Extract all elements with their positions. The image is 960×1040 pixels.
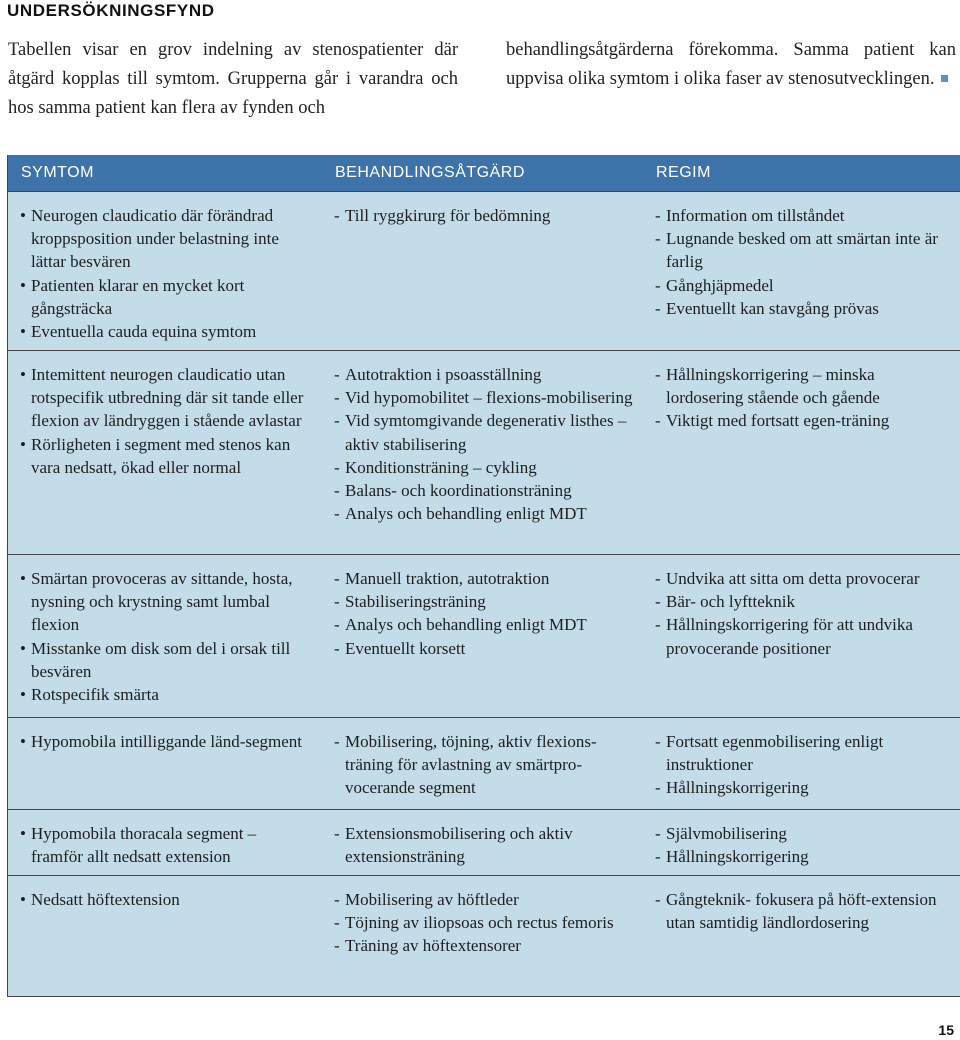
atgard-list [334, 822, 633, 868]
atgard-item: - Träning av höftextensorer [334, 934, 633, 957]
regim-item: - Hållningskorrigering [655, 845, 950, 868]
regim-list [655, 204, 950, 320]
atgard-item: - Eventuellt korsett [334, 637, 633, 660]
atgard-item: - Balans- och koordinationsträning [334, 479, 633, 502]
cell-regim [643, 555, 960, 717]
atgard-item: - Vid hypomobilitet – flexions-mobilisering [334, 386, 633, 409]
cell-atgard [322, 351, 643, 554]
atgard-list [334, 567, 633, 660]
cell-regim [643, 876, 960, 996]
atgard-item: - Mobilisering, töjning, aktiv flexions-träning för avlastning av smärtpro-vocerande segment [334, 730, 633, 800]
symtom-list [20, 730, 312, 753]
cell-atgard [322, 555, 643, 717]
cell-symtom [8, 876, 322, 996]
table-row [8, 350, 960, 554]
regim-item: - Hållningskorrigering för att undvika provocerande positioner [655, 613, 950, 659]
header-behandlingsatgard: BEHANDLINGSÅTGÄRD [335, 164, 525, 181]
symtom-item: • Eventuella cauda equina symtom [20, 320, 312, 343]
findings-table [7, 155, 960, 997]
cell-regim [643, 192, 960, 350]
atgard-item: - Vid symtomgivande degenerativ listhes – aktiv stabilisering [334, 409, 633, 455]
symtom-item: • Misstanke om disk som del i orsak till besvären [20, 637, 312, 683]
atgard-item: - Analys och behandling enligt MDT [334, 502, 633, 525]
regim-item: - Eventuellt kan stavgång prövas [655, 297, 950, 320]
symtom-list [20, 204, 312, 343]
atgard-item: - Mobilisering av höftleder [334, 888, 633, 911]
intro-text-right [506, 36, 956, 94]
cell-symtom [8, 192, 322, 350]
intro-paragraph-left: Tabellen visar en grov indelning av stenospatienter där åtgärd kopplas till symtom. Grupperna går i varandra och hos samma patient kan flera av fynden och [8, 40, 458, 118]
cell-atgard [322, 876, 643, 996]
regim-list [655, 730, 950, 800]
symtom-item: • Rotspecifik smärta [20, 683, 312, 706]
symtom-item: • Smärtan provoceras av sittande, hosta, nysning och krystning samt lumbal flexion [20, 567, 312, 637]
atgard-item: - Konditionsträning – cykling [334, 456, 633, 479]
table-body [8, 191, 960, 996]
cell-atgard [322, 718, 643, 809]
end-mark-icon [941, 75, 948, 82]
atgard-list [334, 888, 633, 958]
symtom-list [20, 363, 312, 479]
atgard-item: - Extensionsmobilisering och aktiv extensionsträning [334, 822, 633, 868]
atgard-list [334, 363, 633, 525]
regim-item: - Hållningskorrigering – minska lordosering stående och gående [655, 363, 950, 409]
atgard-item: - Analys och behandling enligt MDT [334, 613, 633, 636]
symtom-item: • Hypomobila intilliggande länd-segment [20, 730, 312, 753]
table-row [8, 554, 960, 717]
regim-item: - Fortsatt egenmobilisering enligt instruktioner [655, 730, 950, 776]
intro-paragraph-right-text: behandlingsåtgärderna förekomma. Samma patient kan uppvisa olika symtom i olika faser av stenosutvecklingen. [506, 40, 956, 89]
symtom-item: • Patienten klarar en mycket kort gångsträcka [20, 274, 312, 320]
cell-symtom [8, 810, 322, 875]
regim-item: - Lugnande besked om att smärtan inte är farlig [655, 227, 950, 273]
cell-regim [643, 810, 960, 875]
atgard-item: - Stabiliseringsträning [334, 590, 633, 613]
cell-symtom [8, 351, 322, 554]
atgard-item: - Autotraktion i psoasställning [334, 363, 633, 386]
symtom-item: • Intemittent neurogen claudicatio utan rotspecifik utbredning där sit tande eller flexion av ländryggen i stående avlastar [20, 363, 312, 433]
symtom-item: • Hypomobila thoracala segment – framför allt nedsatt extension [20, 822, 312, 868]
regim-item: - Undvika att sitta om detta provocerar [655, 567, 950, 590]
atgard-item: - Till ryggkirurg för bedömning [334, 204, 633, 227]
symtom-item: • Rörligheten i segment med stenos kan vara nedsatt, ökad eller normal [20, 433, 312, 479]
symtom-item: • Nedsatt höftextension [20, 888, 312, 911]
table-row [8, 875, 960, 996]
table-header [8, 155, 960, 191]
cell-symtom [8, 718, 322, 809]
cell-atgard [322, 192, 643, 350]
regim-item: - Hållningskorrigering [655, 776, 950, 799]
regim-list [655, 363, 950, 433]
regim-list [655, 822, 950, 868]
symtom-list [20, 567, 312, 706]
regim-item: - Gångteknik- fokusera på höft-extension utan samtidig ländlordosering [655, 888, 950, 934]
page-number: 15 [938, 1022, 954, 1038]
table-row [8, 191, 960, 350]
regim-item: - Viktigt med fortsatt egen-träning [655, 409, 950, 432]
regim-item: - Självmobilisering [655, 822, 950, 845]
table-row [8, 717, 960, 809]
atgard-item: - Töjning av iliopsoas och rectus femoris [334, 911, 633, 934]
atgard-list [334, 204, 633, 227]
cell-atgard [322, 810, 643, 875]
regim-list [655, 888, 950, 934]
symtom-list [20, 888, 312, 911]
symtom-list [20, 822, 312, 868]
header-regim: REGIM [656, 164, 711, 181]
cell-symtom [8, 555, 322, 717]
intro-paragraph-right [506, 36, 956, 94]
atgard-item: - Manuell traktion, autotraktion [334, 567, 633, 590]
cell-regim [643, 718, 960, 809]
regim-list [655, 567, 950, 660]
header-symtom: SYMTOM [21, 164, 94, 181]
section-heading: UNDERSÖKNINGSFYND [7, 1, 215, 20]
regim-item: - Gånghjäpmedel [655, 274, 950, 297]
regim-item: - Information om tillståndet [655, 204, 950, 227]
atgard-list [334, 730, 633, 800]
cell-regim [643, 351, 960, 554]
intro-text-left [8, 36, 458, 123]
table-row [8, 809, 960, 875]
symtom-item: • Neurogen claudicatio där förändrad kroppsposition under belastning inte lättar besvären [20, 204, 312, 274]
regim-item: - Bär- och lyftteknik [655, 590, 950, 613]
